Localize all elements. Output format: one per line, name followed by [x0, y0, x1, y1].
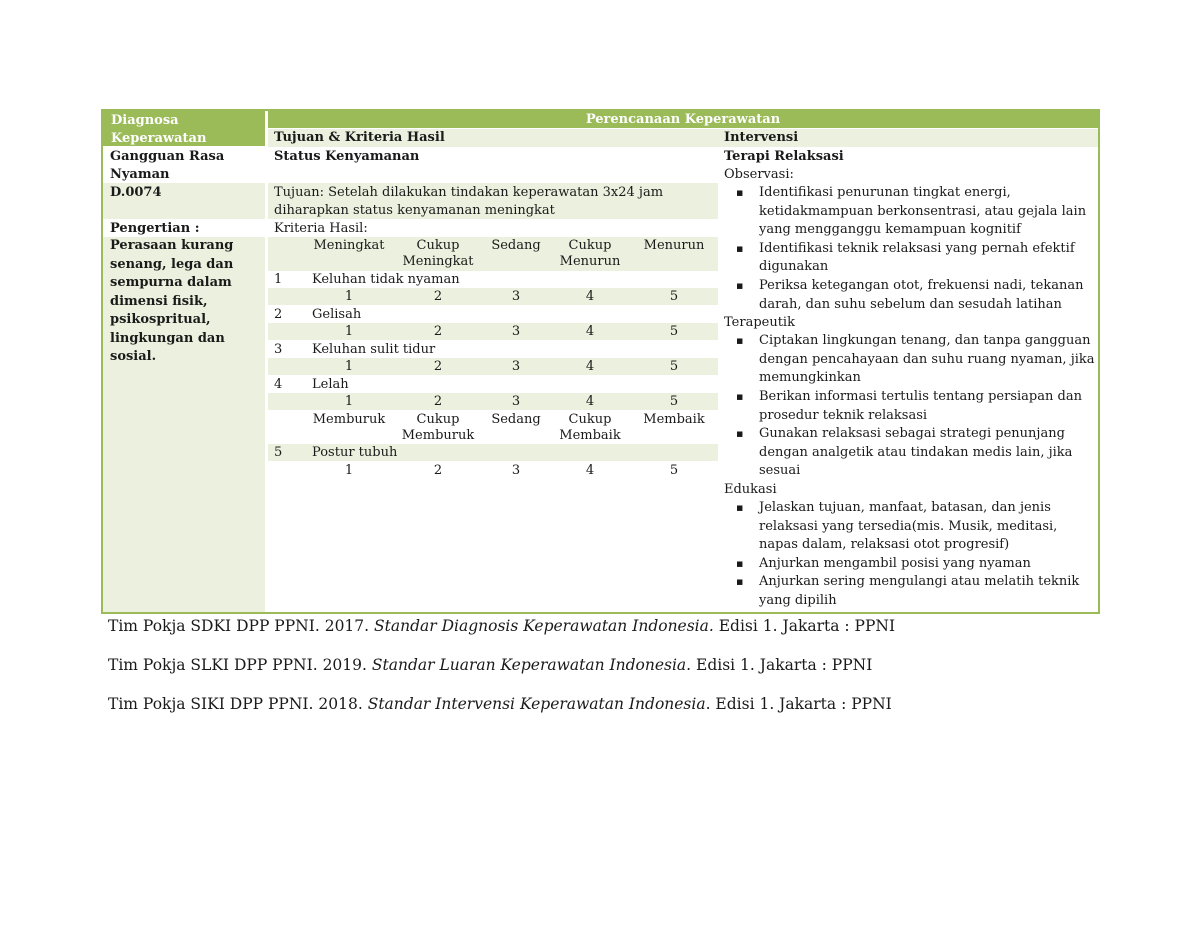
- header-perencanaan: Perencanaan Keperawatan: [268, 111, 1098, 128]
- scale-b-4: Cukup Membaik: [559, 412, 621, 443]
- reference-title: Standar Diagnosis Keperawatan Indonesia.: [374, 617, 714, 635]
- reference-prefix: Tim Pokja SDKI DPP PPNI. 2017.: [108, 617, 375, 635]
- list-item: ▪ Periksa ketegangan otot, frekuensi nadi, tekanan darah, dan suhu sebelum dan sesudah latihan: [724, 277, 1096, 314]
- header-intervensi: Intervensi: [718, 129, 1098, 147]
- list-item: ▪ Identifikasi teknik relaksasi yang pernah efektif digunakan: [724, 240, 1096, 277]
- intervention-title: Terapi Relaksasi: [724, 149, 844, 164]
- score-3: 3: [511, 463, 521, 478]
- scale-a-1: Meningkat: [313, 238, 385, 253]
- scale-a-4: Cukup Menurun: [559, 238, 621, 269]
- diagnosis-name: Gangguan Rasa Nyaman: [110, 149, 225, 182]
- score-5: 5: [669, 324, 679, 339]
- reference-sdki: [108, 616, 895, 636]
- reference-title: Standar Intervensi Keperawatan Indonesia: [367, 695, 706, 713]
- score-2: 2: [433, 324, 443, 339]
- observasi-label: Observasi:: [724, 167, 794, 182]
- kriteria-label: Kriteria Hasil:: [274, 221, 368, 236]
- score-2: 2: [433, 359, 443, 374]
- scale-a-3: Sedang: [491, 238, 541, 253]
- score-2: 2: [433, 463, 443, 478]
- criteria-label: Lelah: [312, 377, 349, 392]
- score-5: 5: [669, 359, 679, 374]
- score-1: 1: [344, 324, 354, 339]
- outcome-statement: Tujuan: Setelah dilakukan tindakan keperawatan 3x24 jam diharapkan status kenyamanan meningkat: [274, 185, 664, 218]
- outcome-title: Status Kenyamanan: [274, 149, 420, 164]
- score-2: 2: [433, 289, 443, 304]
- list-item: ▪ Identifikasi penurunan tingkat energi, ketidakmampuan berkonsentrasi, atau gejala lain yang mengganggu kemampuan kognitif: [724, 184, 1096, 240]
- score-4: 4: [585, 324, 595, 339]
- reference-suffix: Edisi 1. Jakarta : PPNI: [713, 617, 896, 635]
- criteria-label: Postur tubuh: [312, 445, 398, 460]
- score-4: 4: [585, 394, 595, 409]
- scale-b-3: Sedang: [491, 412, 541, 427]
- criteria-label: Keluhan sulit tidur: [312, 342, 436, 357]
- header-diagnosa: Diagnosa Keperawatan: [103, 111, 265, 146]
- pengertian-text: Perasaan kurang senang, lega dan sempurna dalam dimensi fisik, psikospritual, lingkungan dan sosial.: [110, 238, 234, 364]
- scale-a-5: Menurun: [643, 238, 705, 253]
- score-3: 3: [511, 324, 521, 339]
- terapeutik-label: Terapeutik: [724, 315, 795, 331]
- score-1: 1: [344, 394, 354, 409]
- score-5: 5: [669, 394, 679, 409]
- list-item: ▪ Gunakan relaksasi sebagai strategi penunjang dengan analgetik atau tindakan medis lain, jika sesuai: [724, 425, 1096, 481]
- score-2: 2: [433, 394, 443, 409]
- score-3: 3: [511, 394, 521, 409]
- criteria-no: 4: [274, 377, 283, 392]
- score-1: 1: [344, 289, 354, 304]
- reference-prefix: Tim Pokja SIKI DPP PPNI. 2018.: [108, 695, 368, 713]
- score-4: 4: [585, 463, 595, 478]
- scale-b-5: Membaik: [643, 412, 705, 427]
- list-item: ▪ Berikan informasi tertulis tentang persiapan dan prosedur teknik relaksasi: [724, 388, 1096, 425]
- score-3: 3: [511, 289, 521, 304]
- criteria-label: Gelisah: [312, 307, 362, 322]
- scale-b-1: Memburuk: [312, 412, 386, 427]
- reference-suffix: Edisi 1. Jakarta : PPNI: [691, 656, 873, 674]
- list-item: ▪ Ciptakan lingkungan tenang, dan tanpa gangguan dengan pencahayaan dan suhu ruang nyaman, jika memungkinkan: [724, 332, 1096, 388]
- score-4: 4: [585, 289, 595, 304]
- criteria-no: 2: [274, 307, 283, 322]
- reference-slki: [108, 655, 872, 675]
- header-tujuan: Tujuan & Kriteria Hasil: [268, 129, 718, 147]
- score-4: 4: [585, 359, 595, 374]
- reference-title: Standar Luaran Keperawatan Indonesia.: [371, 656, 692, 674]
- pengertian-label: Pengertian :: [110, 221, 200, 236]
- criteria-label: Keluhan tidak nyaman: [312, 272, 460, 287]
- reference-siki: [108, 694, 892, 714]
- list-item: ▪ Jelaskan tujuan, manfaat, batasan, dan jenis relaksasi yang tersedia(mis. Musik, meditasi, napas dalam, relaksasi otot progresif): [724, 499, 1096, 555]
- edukasi-label: Edukasi: [724, 481, 777, 497]
- criteria-no: 3: [274, 342, 283, 357]
- score-1: 1: [344, 463, 354, 478]
- criteria-no: 1: [274, 272, 283, 287]
- score-3: 3: [511, 359, 521, 374]
- list-item: ▪ Anjurkan mengambil posisi yang nyaman: [724, 555, 1096, 574]
- score-5: 5: [669, 463, 679, 478]
- scale-a-2: Cukup Meningkat: [402, 238, 474, 269]
- diagnosis-code: D.0074: [110, 185, 162, 200]
- criteria-no: 5: [274, 445, 283, 460]
- reference-suffix: . Edisi 1. Jakarta : PPNI: [705, 695, 892, 713]
- score-5: 5: [669, 289, 679, 304]
- table-border: [101, 109, 1100, 614]
- list-item: ▪ Anjurkan sering mengulangi atau melatih teknik yang dipilih: [724, 573, 1096, 610]
- reference-prefix: Tim Pokja SLKI DPP PPNI. 2019.: [108, 656, 372, 674]
- scale-b-2: Cukup Memburuk: [401, 412, 475, 443]
- score-1: 1: [344, 359, 354, 374]
